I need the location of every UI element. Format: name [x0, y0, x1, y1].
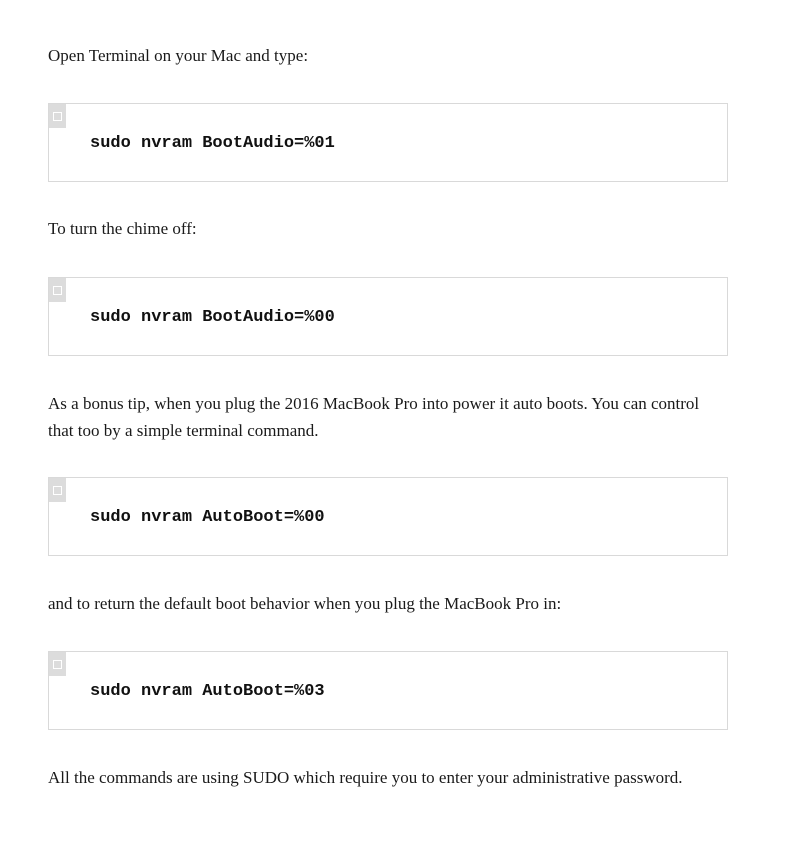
code-block-autoboot-default[interactable]: [48, 651, 728, 730]
paragraph-return-default: and to return the default boot behavior when you plug the MacBook Pro in:: [48, 594, 562, 613]
paragraph-open-terminal: Open Terminal on your Mac and type:: [48, 46, 309, 65]
expand-toggle-icon[interactable]: [49, 104, 66, 128]
code-block-bootaudio-off[interactable]: [48, 277, 728, 356]
paragraph-sudo-note: All the commands are using SUDO which require you to enter your administrative password.: [48, 768, 683, 787]
paragraph-chime-off: To turn the chime off:: [48, 219, 197, 238]
code-command[interactable]: sudo nvram AutoBoot=%03: [90, 682, 325, 701]
expand-toggle-icon[interactable]: [49, 652, 66, 676]
code-block-autoboot-off[interactable]: [48, 477, 728, 556]
code-block-bootaudio-on[interactable]: [48, 103, 728, 182]
expand-toggle-icon[interactable]: [49, 278, 66, 302]
paragraph-bonus-tip: As a bonus tip, when you plug the 2016 MacBook Pro into power it auto boots. You can control that too by a simple terminal command.: [48, 394, 700, 440]
code-command[interactable]: sudo nvram AutoBoot=%00: [90, 508, 325, 527]
code-command[interactable]: sudo nvram BootAudio=%00: [90, 308, 335, 327]
code-command[interactable]: sudo nvram BootAudio=%01: [90, 134, 335, 153]
expand-toggle-icon[interactable]: [49, 478, 66, 502]
